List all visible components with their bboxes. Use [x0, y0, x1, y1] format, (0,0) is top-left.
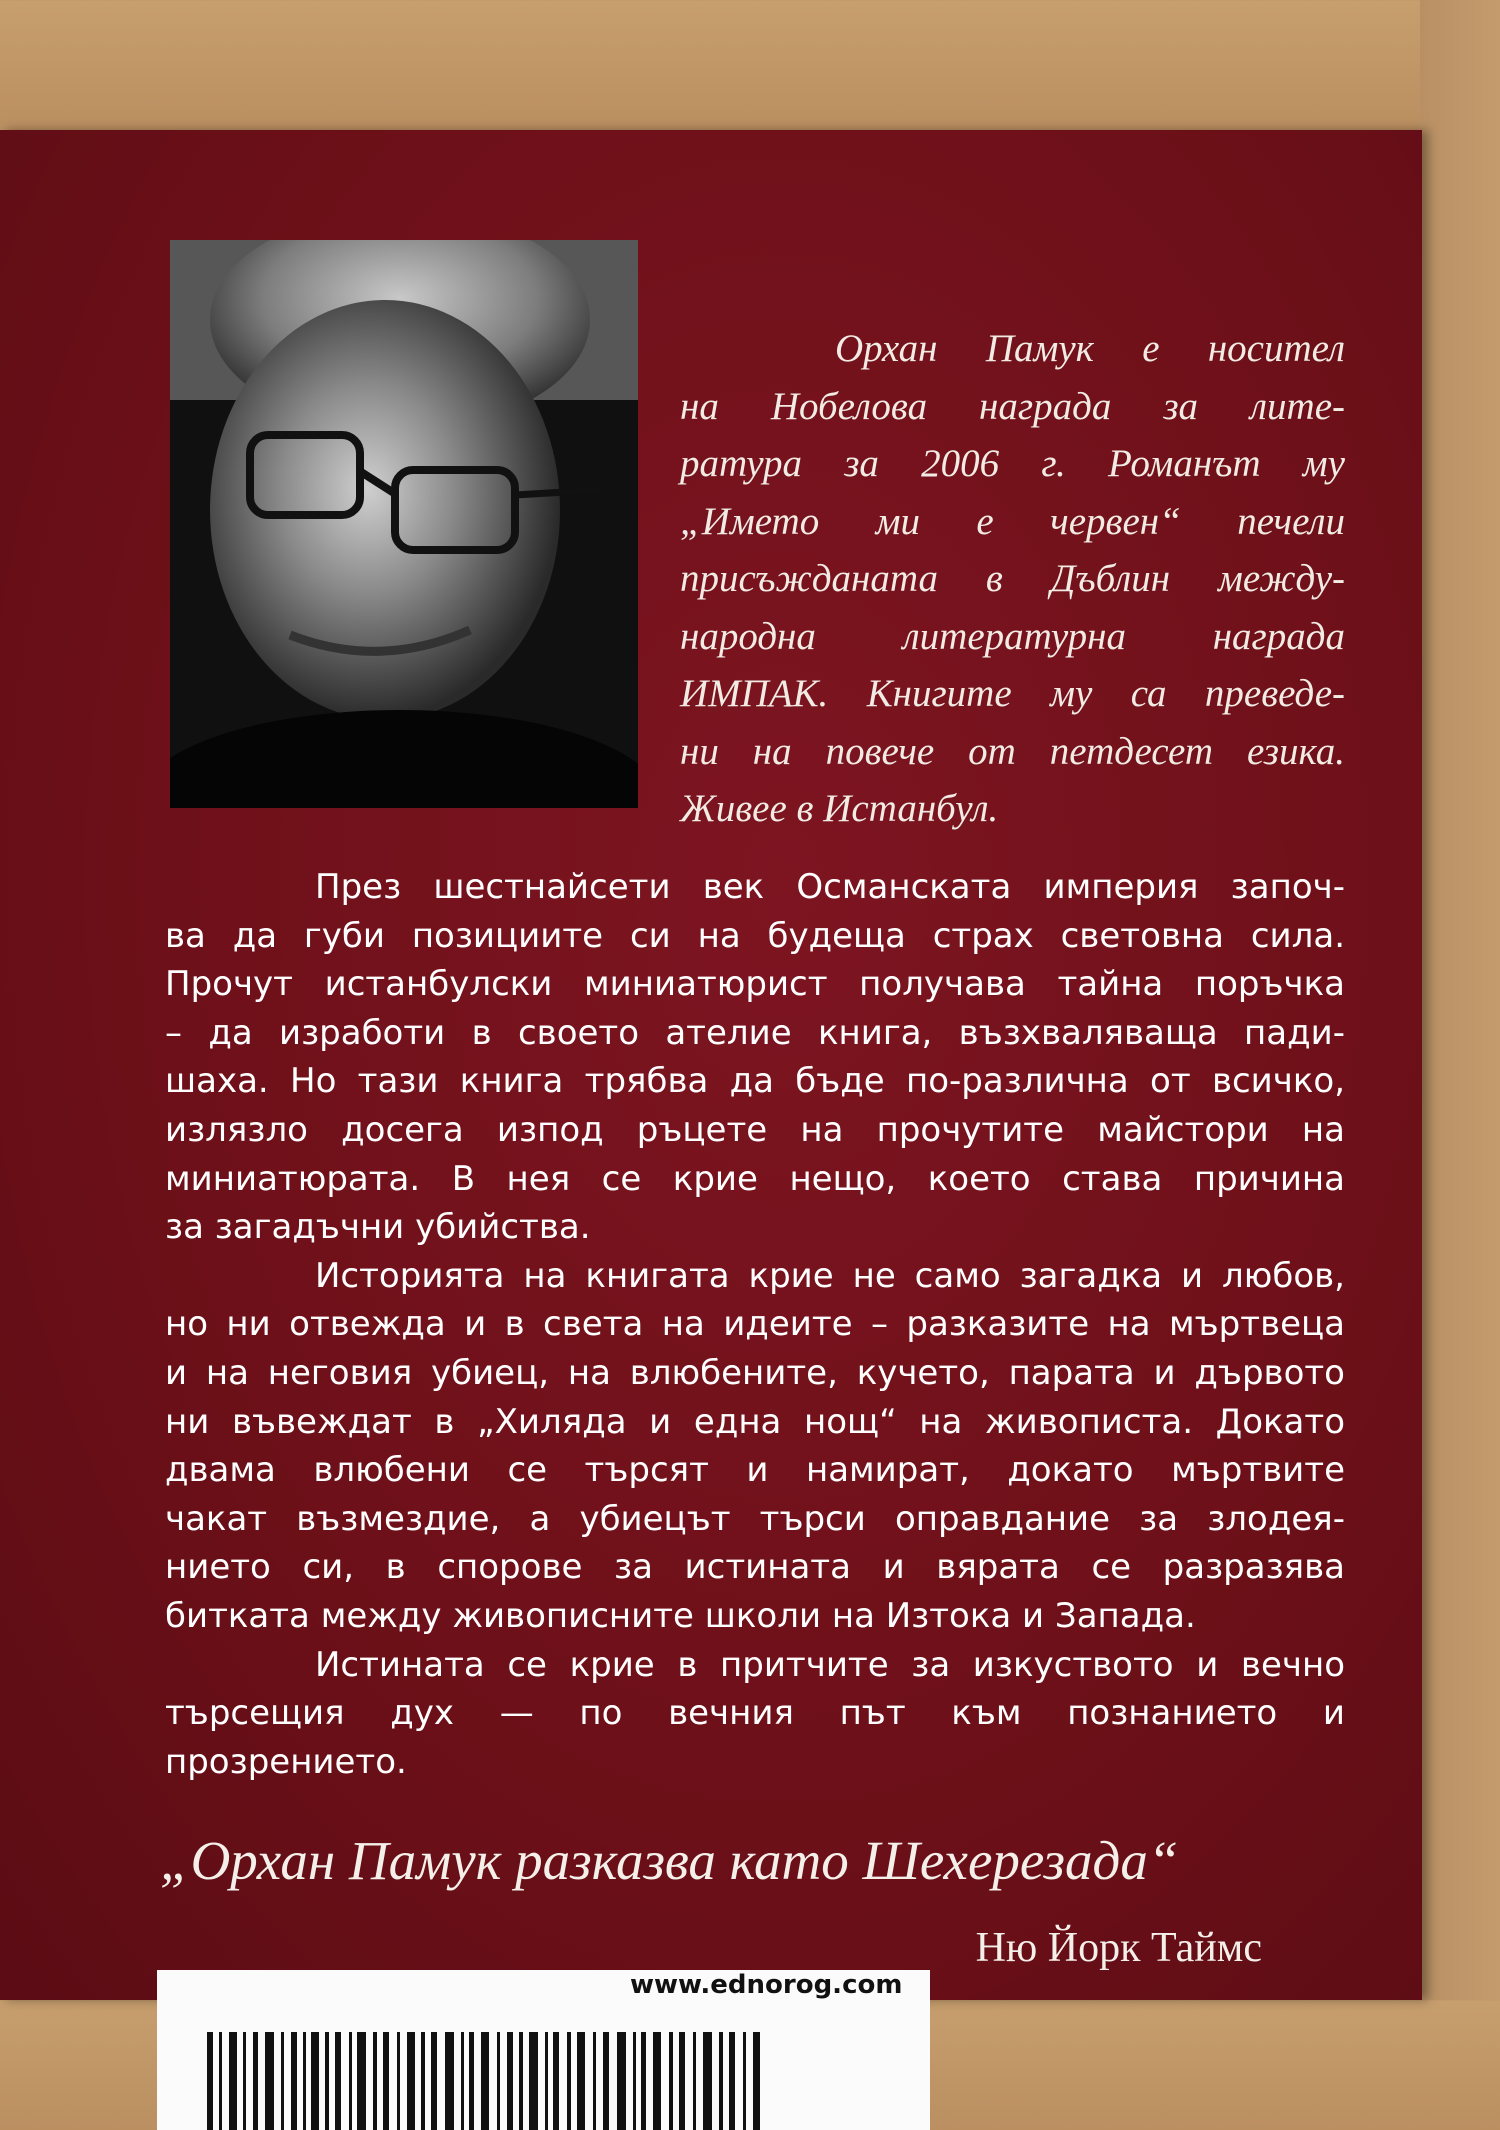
author-bio-line: ИМПАК. Книгите му са преведе- [680, 672, 1345, 715]
description-line: нието си, в спорове за истината и вярата се разразява [165, 1547, 1345, 1588]
description-line: двама влюбени се търсят и намират, докато мъртвите [165, 1450, 1345, 1491]
description-line: Истината се крие в притчите за изкуството и вечно [315, 1644, 1345, 1685]
description-line: Историята на книгата крие не само загадка и любов, [315, 1255, 1345, 1296]
author-bio-line: на Нобелова награда за лите- [680, 384, 1345, 428]
author-bio-line: „Името ми е червен“ печели [680, 499, 1345, 543]
description-line: шаха. Но тази книга трябва да бъде по-различна от всичко, [165, 1061, 1345, 1102]
book-description [165, 863, 1345, 1786]
description-line: търсещия дух — по вечния път към познанието и [165, 1693, 1345, 1734]
background-wall [1420, 0, 1500, 2000]
author-bio-line: народна литературна награда [680, 614, 1345, 658]
barcode-image [207, 2032, 767, 2130]
description-line: но ни отвежда и в света на идеите – разказите на мъртвеца [165, 1304, 1345, 1345]
description-line: чакат възмездие, а убиецът търси оправдание за злодея- [165, 1498, 1345, 1539]
description-line: Прочут истанбулски миниатюрист получава тайна поръчка [165, 964, 1345, 1005]
publisher-website: www.ednorog.com [630, 1970, 903, 2000]
description-line: за загадъчни убийства. [165, 1207, 591, 1248]
author-bio-line: ни на повече от петдесет езика. [680, 729, 1345, 773]
quote-source: Ню Йорк Таймс [975, 1925, 1262, 1971]
description-line: ва да губи позициите си на будеща страх световна сила. [165, 915, 1345, 956]
author-bio [680, 320, 1345, 838]
description-line: миниатюрата. В нея се крие нещо, което става причина [165, 1158, 1345, 1199]
author-bio-line: Орхан Памук е носител [835, 327, 1345, 370]
description-line: битката между живописните школи на Изтока и Запада. [165, 1595, 1196, 1636]
book-back-cover [0, 130, 1422, 2000]
author-bio-line: присъжданата в Дъблин между- [680, 557, 1345, 600]
description-line: прозрението. [165, 1741, 407, 1782]
author-photo [170, 240, 638, 808]
description-line: През шестнайсети век Османската империя започ- [315, 867, 1345, 907]
author-bio-line: ратура за 2006 г. Романът му [680, 442, 1345, 485]
author-bio-line: Живее в Истанбул. [680, 787, 999, 830]
author-portrait-image [170, 240, 638, 808]
description-line: излязло досега изпод ръцете на прочутите майстори на [165, 1109, 1345, 1150]
description-line: и на неговия убиец, на влюбените, кучето, парата и дървото [165, 1352, 1345, 1393]
description-line: – да изработи в своето ателие книга, възхваляваща пади- [165, 1012, 1345, 1053]
review-quote: „Орхан Памук разказва като Шехерезада“ [160, 1830, 1179, 1891]
description-line: ни въвеждат в „Хиляда и една нощ“ на живописта. Докато [165, 1401, 1345, 1442]
